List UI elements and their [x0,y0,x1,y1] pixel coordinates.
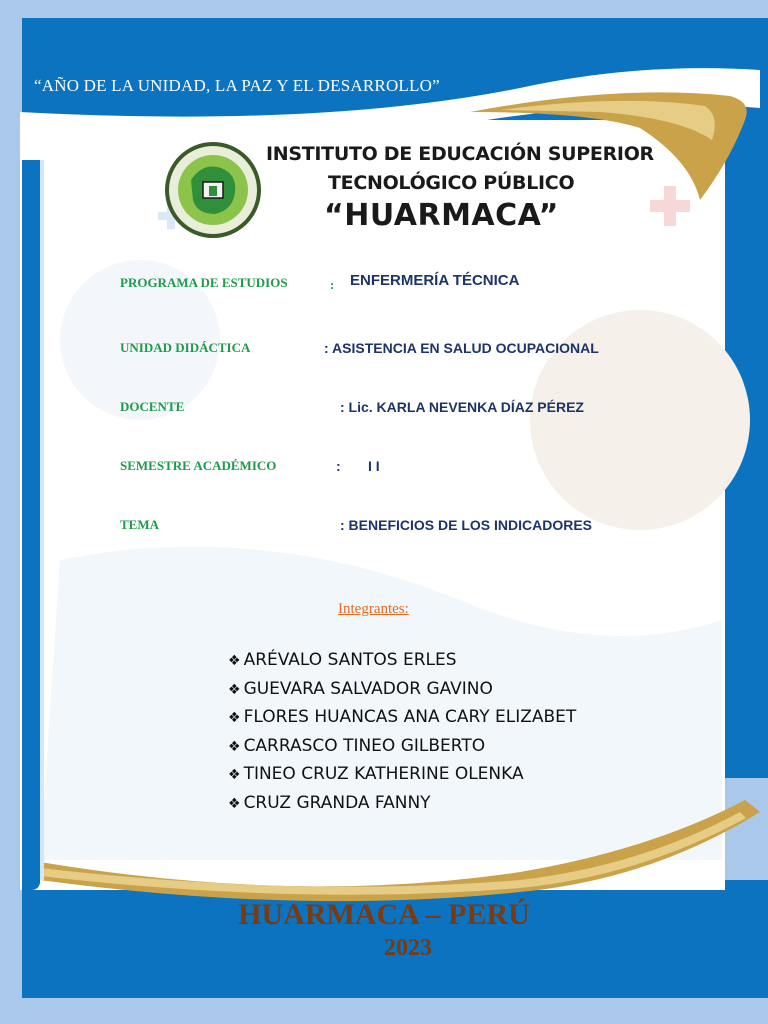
unidad-label: UNIDAD DIDÁCTICA [120,340,251,355]
footer-place: HUARMACA – PERÚ [238,898,530,931]
list-item [228,677,576,706]
programa-label: PROGRAMA DE ESTUDIOS [120,275,288,290]
member-name: CARRASCO TINEO GILBERTO [243,735,486,756]
footer-year: 2023 [384,935,432,961]
motto-text: “AÑO DE LA UNIDAD, LA PAZ Y EL DESARROLLO” [34,76,440,95]
bg-cross-v [664,186,676,226]
docente-value: : Lic. KARLA NEVENKA DÍAZ PÉREZ [340,399,584,415]
unidad-value: : ASISTENCIA EN SALUD OCUPACIONAL [324,340,599,356]
diamond-bullet-icon: ❖ [228,681,241,698]
semestre-value: I I [368,458,380,474]
institute-logo-icon [163,140,263,240]
members-list [228,648,576,819]
member-name: ARÉVALO SANTOS ERLES [243,650,457,670]
list-item [228,734,576,763]
diamond-bullet-icon: ❖ [228,795,241,812]
institution-line1: INSTITUTO DE EDUCACIÓN SUPERIOR [266,143,654,165]
list-item [228,705,576,734]
integrantes-heading: Integrantes: [338,601,409,617]
member-name: FLORES HUANCAS ANA CARY ELIZABET [243,707,577,727]
semestre-separator: : [336,458,341,474]
diamond-bullet-icon: ❖ [228,653,241,669]
member-name: GUEVARA SALVADOR GAVINO [243,678,493,699]
list-item [228,762,576,791]
institution-line2: TECNOLÓGICO PÚBLICO [328,172,575,194]
left-bar [22,160,40,890]
programa-separator: : [330,277,335,292]
institution-name: “HUARMACA” [324,198,559,233]
diamond-bullet-icon: ❖ [228,738,241,755]
left-bar-light [40,160,44,880]
diamond-bullet-icon: ❖ [228,710,241,726]
docente-label: DOCENTE [120,399,185,414]
member-name: CRUZ GRANDA FANNY [243,792,431,813]
list-item [228,791,576,820]
tema-label: TEMA [120,517,159,532]
member-name: TINEO CRUZ KATHERINE OLENKA [243,764,524,784]
semestre-label: SEMESTRE ACADÉMICO [120,458,277,473]
programa-value: ENFERMERÍA TÉCNICA [350,272,520,289]
diamond-bullet-icon: ❖ [228,767,241,783]
tema-value: : BENEFICIOS DE LOS INDICADORES [340,517,593,533]
list-item [228,648,576,677]
